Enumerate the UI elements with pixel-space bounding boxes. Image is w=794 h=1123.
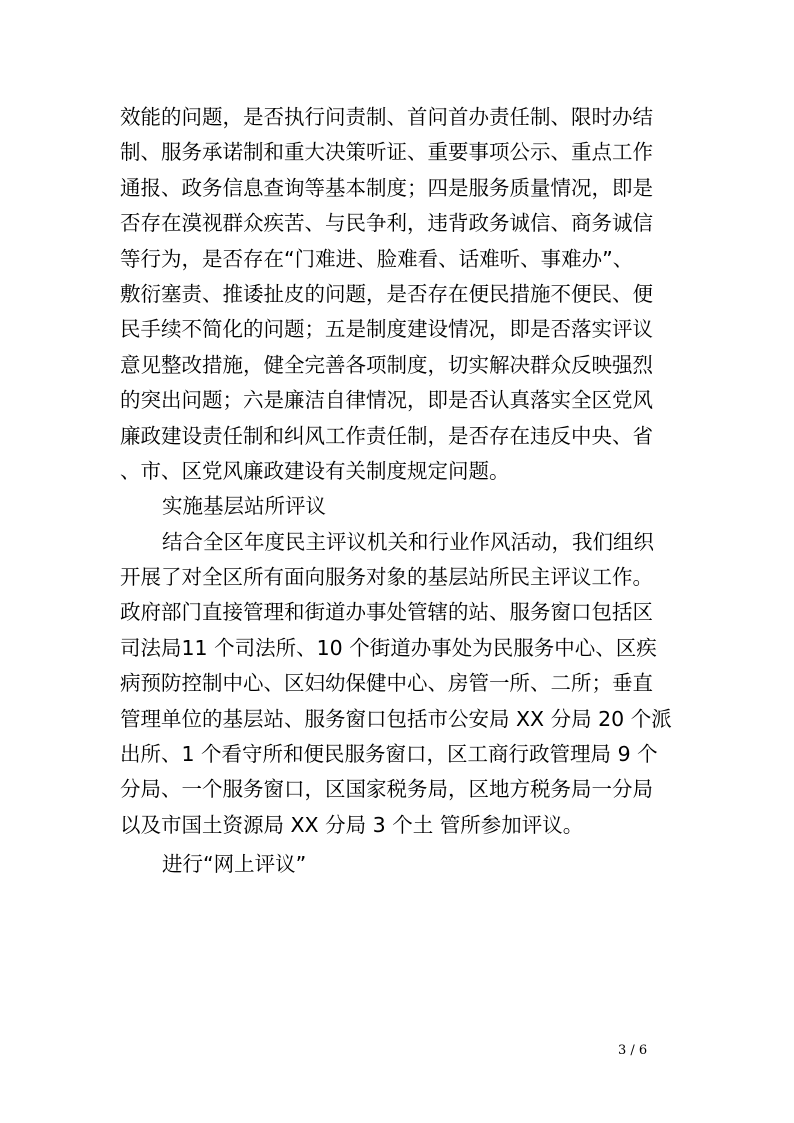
text-line: 意见整改措施，健全完善各项制度，切实解决群众反映强烈 (120, 352, 653, 377)
text-line: 否存在漠视群众疾苦、与民争利，违背政务诚信、商务诚信 (120, 211, 653, 236)
text-line: 廉政建设责任制和纠风工作责任制，是否存在违反中央、省 (120, 423, 653, 448)
text-line: 政府部门直接管理和街道办事处管辖的站、服务窗口包括区 (120, 600, 653, 625)
text-line: 等行为，是否存在“门难进、脸难看、话难听、事难办”、 (120, 246, 634, 271)
text-line: 结合全区年度民主评议机关和行业作风活动，我们组织 (162, 529, 654, 554)
text-line: 以及市国土资源局 XX 分局 3 个土 管所参加评议。 (120, 812, 584, 837)
page-number: 3 / 6 (618, 1043, 648, 1058)
text-line: 民手续不简化的问题；五是制度建设情况，即是否落实评议 (120, 317, 653, 342)
text-line: 制、服务承诺制和重大决策听证、重要事项公示、重点工作 (120, 140, 653, 165)
text-line: 、市、区党风廉政建设有关制度规定问题。 (120, 458, 510, 483)
text-line: 的突出问题；六是廉洁自律情况，即是否认真落实全区党风 (120, 388, 653, 413)
text-line: 司法局11 个司法所、10 个街道办事处为民服务中心、区疾 (120, 635, 657, 660)
text-line: 效能的问题，是否执行问责制、首问首办责任制、限时办结 (120, 105, 653, 129)
text-line: 分局、一个服务窗口，区国家税务局，区地方税务局一分局 (120, 777, 653, 802)
section-heading: 实施基层站所评议 (162, 494, 326, 519)
text-line: 开展了对全区所有面向服务对象的基层站所民主评议工作。 (120, 565, 653, 590)
paragraph-1 (120, 100, 680, 488)
text-line: 通报、政务信息查询等基本制度；四是服务质量情况，即是 (120, 175, 653, 200)
text-line: 敷衍塞责、推诿扯皮的问题，是否存在便民措施不便民、便 (120, 281, 653, 306)
text-line: 病预防控制中心、区妇幼保健中心、房管一所、二所；垂直 (120, 671, 653, 696)
paragraph-2 (120, 525, 680, 842)
document-body (120, 100, 680, 883)
text-line: 出所、1 个看守所和便民服务窗口，区工商行政管理局 9 个 (120, 742, 658, 767)
section-heading: 进行“网上评议” (162, 852, 307, 877)
text-line: 管理单位的基层站、服务窗口包括市公安局 XX 分局 20 个派 (120, 706, 672, 731)
